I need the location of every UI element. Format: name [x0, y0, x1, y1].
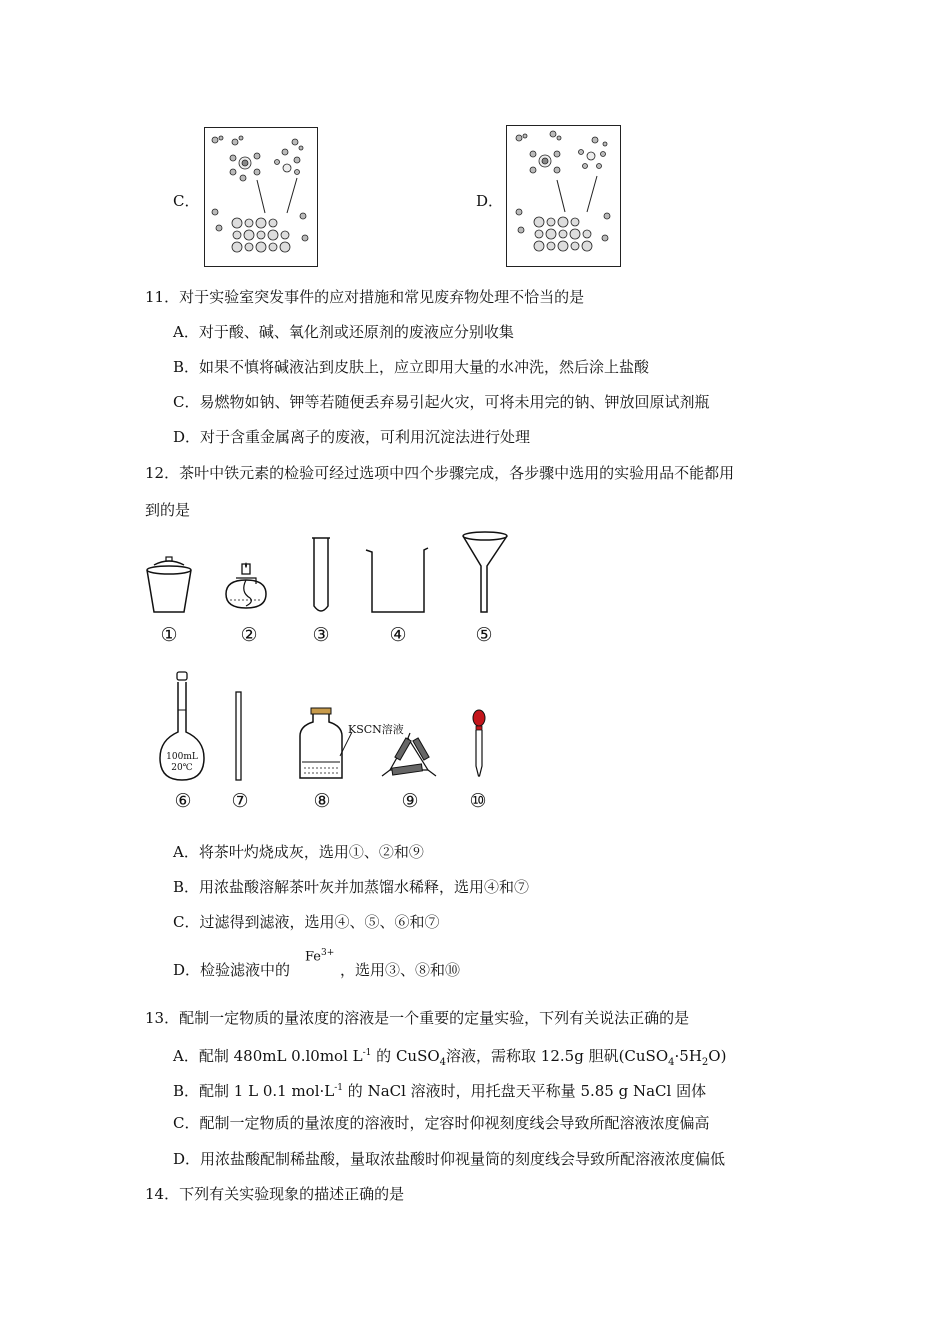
q11-option-c: C．易燃物如钠、钾等若随便丢弃易引起火灾，可将未用完的钠、钾放回原试剂瓶: [173, 393, 710, 411]
q10-option-c-figure: [204, 127, 318, 267]
superscript: -1: [334, 1083, 344, 1093]
apparatus-number-9: ⑨: [401, 790, 419, 812]
q13-option-d: D．用浓盐酸配制稀盐酸，量取浓盐酸时仰视量筒的刻度线会导致所配溶液浓度偏低: [173, 1150, 726, 1168]
q12-option-c: C．过滤得到滤液，选用④、⑤、⑥和⑦: [173, 913, 440, 931]
apparatus-number-8: ⑧: [313, 790, 331, 812]
volumetric-flask: [158, 670, 206, 782]
q14-stem: 14．下列有关实验现象的描述正确的是: [145, 1185, 405, 1203]
text-run: O): [708, 1047, 727, 1065]
apparatus-number-4: ④: [389, 624, 407, 646]
q12-option-a: A．将茶叶灼烧成灰，选用①、②和⑨: [173, 843, 424, 861]
text-run: A．配制 480mL 0.l0mol L: [173, 1047, 363, 1065]
flask-volume-label: 100mL: [166, 752, 198, 762]
q13-option-b: [173, 1078, 706, 1101]
text-run: B．配制 1 L 0.1 mol·L: [173, 1082, 335, 1100]
beaker-icon: [364, 546, 430, 616]
apparatus-number-6: ⑥: [174, 790, 192, 812]
apparatus-number-5: ⑤: [475, 624, 493, 646]
ion-charge: 3+: [321, 948, 335, 958]
text-run: ·5H: [674, 1047, 702, 1065]
subscript: 4: [668, 1057, 675, 1068]
q12-option-d-prefix: D．检验滤液中的: [173, 961, 291, 979]
apparatus-number-1: ①: [160, 624, 178, 646]
q13-option-a: [173, 1043, 726, 1073]
superscript: -1: [362, 1048, 372, 1058]
q12-option-b: B．用浓盐酸溶解茶叶灰并加蒸馏水稀释，选用④和⑦: [173, 878, 530, 896]
q13-option-c: C．配制一定物质的量浓度的溶液时，定容时仰视刻度线会导致所配溶液浓度偏高: [173, 1114, 710, 1132]
subscript: 2: [701, 1057, 709, 1068]
crucible-icon: [140, 555, 198, 617]
q10-option-d-label: D．: [476, 192, 504, 210]
text-run: 的 NaCl 溶液时，用托盘天平称量 5.85 g NaCl 固体: [343, 1082, 707, 1100]
q11-option-a: A．对于酸、碱、氧化剂或还原剂的废液应分别收集: [173, 323, 514, 341]
apparatus-number-3: ③: [312, 624, 330, 646]
apparatus-number-10: ⑩: [469, 790, 487, 812]
dissolution-diagram-d: [507, 126, 620, 266]
q10-option-d-figure: [506, 125, 621, 267]
apparatus-number-7: ⑦: [231, 790, 249, 812]
apparatus-number-2: ②: [240, 624, 258, 646]
q11-option-b: B．如果不慎将碱液沾到皮肤上，应立即用大量的水冲洗，然后涂上盐酸: [173, 358, 650, 376]
dissolution-diagram-c: [205, 128, 317, 266]
dropper-icon: [470, 708, 488, 778]
text-run: 的 CuSO: [371, 1047, 440, 1065]
clay-triangle-icon: [378, 732, 440, 782]
ion-symbol: Fe: [305, 949, 322, 965]
q11-stem: 11．对于实验室突发事件的应对措施和常见废弃物处理不恰当的是: [145, 288, 585, 306]
q13-stem: 13．配制一定物质的量浓度的溶液是一个重要的定量实验，下列有关说法正确的是: [145, 1009, 690, 1027]
text-run: 溶液，需称取 12.5g 胆矾(CuSO: [446, 1047, 669, 1065]
test-tube-icon: [310, 536, 332, 616]
subscript: 4: [439, 1057, 447, 1068]
alcohol-lamp-icon: [220, 562, 272, 612]
q12-option-d-ion: [305, 948, 334, 964]
q12-option-d-suffix: ，选用③、⑧和⑩: [340, 961, 461, 979]
flask-temp-label: 20℃: [171, 763, 193, 773]
glass-rod-icon: [234, 690, 244, 782]
q12-stem-line2: 到的是: [145, 501, 191, 519]
q11-option-d: D．对于含重金属离子的废液，可利用沉淀法进行处理: [173, 428, 531, 446]
q10-option-c-label: C．: [173, 192, 200, 210]
funnel-icon: [460, 530, 510, 614]
q12-stem-line1: 12．茶叶中铁元素的检验可经过选项中四个步骤完成，各步骤中选用的实验用品不能都用: [145, 464, 735, 482]
kscn-solution-label: KSCN溶液: [348, 723, 404, 736]
